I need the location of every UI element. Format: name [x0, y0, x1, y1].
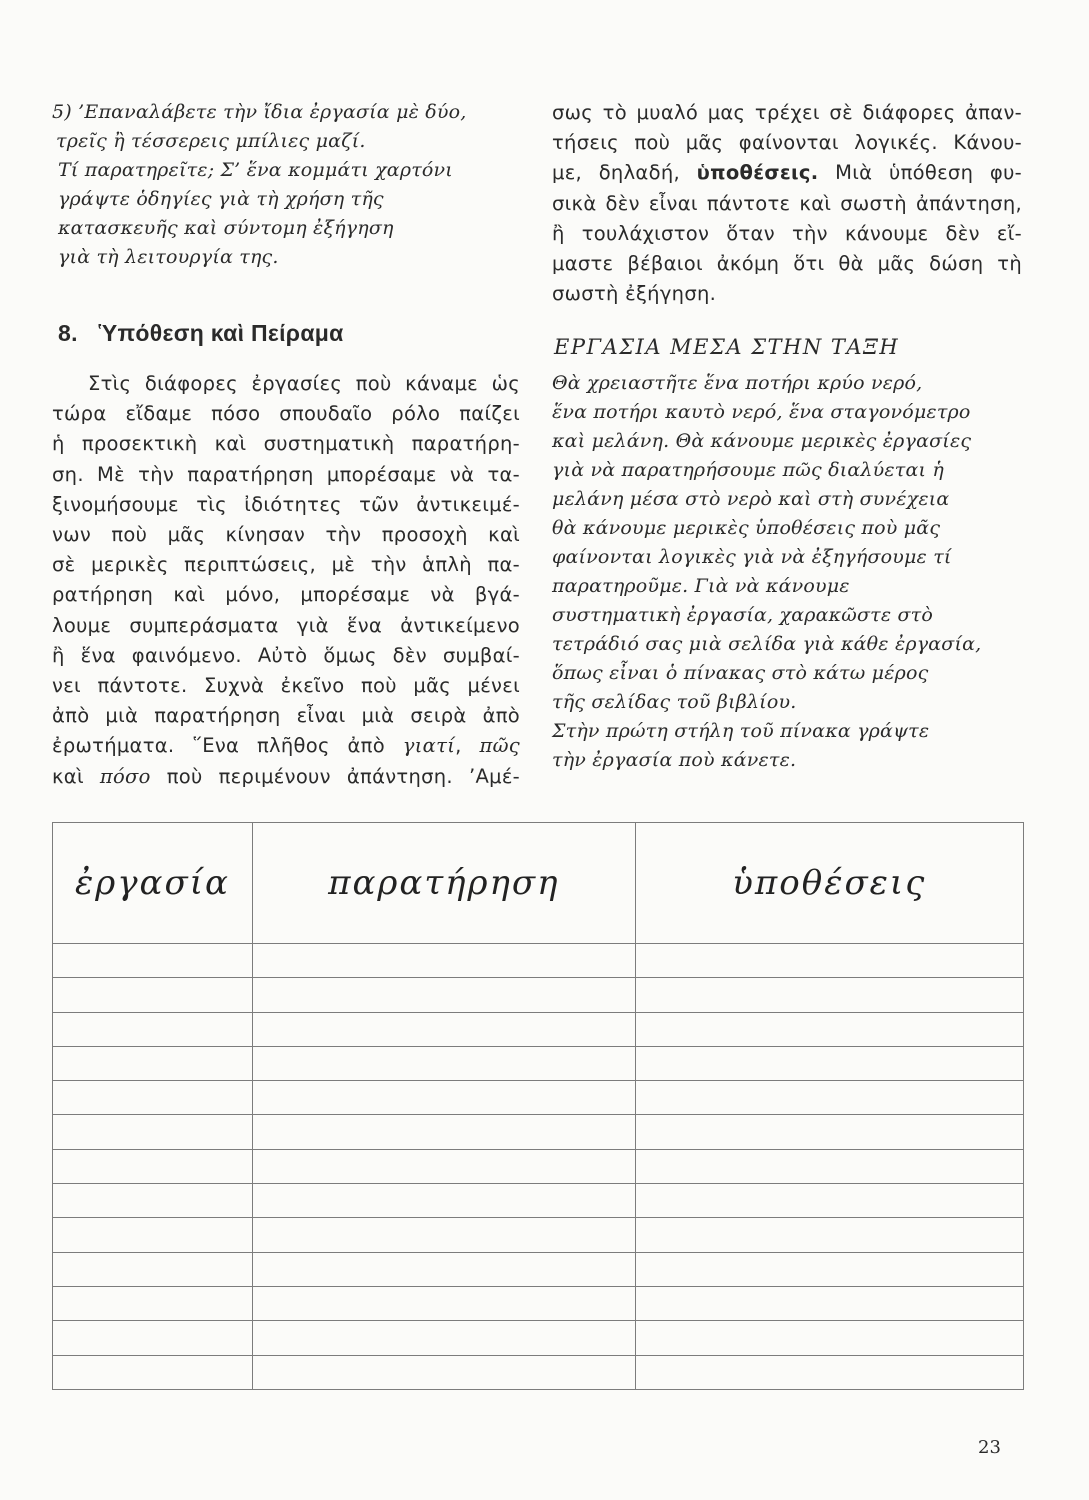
- table-cell: [635, 1081, 1023, 1115]
- table-cell: [253, 1081, 636, 1115]
- table-row: [53, 1012, 1024, 1046]
- table-cell: [53, 1321, 253, 1355]
- table-cell: [53, 1355, 253, 1389]
- table-cell: [53, 1012, 253, 1046]
- table-cell: [253, 1184, 636, 1218]
- table-cell: [635, 1252, 1023, 1286]
- table-row: [53, 1149, 1024, 1183]
- italic-word: πόσο: [99, 764, 151, 788]
- text-line: ἢ ἕνα φαινόμενο. Αὐτὸ ὅμως δὲν συμβαί-: [52, 643, 520, 667]
- text-segment: ,: [455, 734, 480, 758]
- text-line: γιὰ τὴ λειτουργία της.: [58, 246, 279, 268]
- text-line: τήσεις ποὺ μᾶς φαίνονται λογικές. Κάνου-: [552, 131, 1022, 155]
- table-cell: [53, 1149, 253, 1183]
- table-cell: [635, 1046, 1023, 1080]
- text-segment: ἐρωτήματα. ῞Ενα πλῆθος ἀπὸ: [52, 734, 403, 758]
- class-activity-text: [552, 369, 1022, 775]
- section-number: 8.: [58, 320, 78, 346]
- text-line: λουμε συμπεράσματα γιὰ ἕνα ἀντικείμενο: [52, 613, 520, 637]
- text-line: παρατηροῦμε. Γιὰ νὰ κάνουμε: [552, 575, 850, 598]
- text-line: Θὰ χρειαστῆτε ἕνα ποτήρι κρύο νερό,: [552, 372, 923, 395]
- text-line: σως τὸ μυαλό μας τρέχει σὲ διάφορες ἀπαν-: [552, 101, 1022, 124]
- table-row: [53, 978, 1024, 1012]
- table-cell: [253, 978, 636, 1012]
- table-row: [53, 1046, 1024, 1080]
- table-cell: [635, 1012, 1023, 1046]
- text-line: κατασκευῆς καὶ σύντομη ἐξήγηση: [58, 217, 394, 239]
- table-cell: [635, 944, 1023, 978]
- text-line: σωστὴ ἐξήγηση.: [552, 282, 717, 306]
- text-line: νει πάντοτε. Συχνὰ ἐκεῖνο ποὺ μᾶς μένει: [52, 674, 520, 698]
- text-line: ἡ προσεκτικὴ καὶ συστηματικὴ παρατήρη-: [52, 432, 520, 456]
- column-header-hypotheses: ὑποθέσεις: [635, 823, 1023, 944]
- observation-table: [52, 822, 1024, 1390]
- text-line: Στὴν πρώτη στήλη τοῦ πίνακα γράψτε: [552, 720, 930, 743]
- text-line: ἢ τουλάχιστον ὅταν τὴν κάνουμε δὲν εἴ-: [552, 221, 1022, 245]
- table-row: [53, 1286, 1024, 1320]
- right-column: [552, 98, 1022, 775]
- text-line: νων ποὺ μᾶς κίνησαν τὴν προσοχὴ καὶ: [52, 523, 520, 547]
- text-line: ση. Μὲ τὴν παρατήρηση μπορέσαμε νὰ τα-: [52, 462, 520, 486]
- exercise-5: [52, 98, 520, 272]
- table-cell: [635, 1184, 1023, 1218]
- table-row: [53, 1184, 1024, 1218]
- table-cell: [635, 1218, 1023, 1252]
- text-segment: καὶ: [52, 764, 100, 788]
- italic-word: πῶς: [479, 734, 520, 758]
- table-cell: [53, 978, 253, 1012]
- table-cell: [253, 944, 636, 978]
- table-cell: [635, 1115, 1023, 1149]
- text-line: ἕνα ποτήρι καυτὸ νερό, ἕνα σταγονόμετρο: [552, 401, 971, 424]
- table-cell: [253, 1355, 636, 1389]
- table-cell: [635, 1149, 1023, 1183]
- text-line: 5) ’Επαναλάβετε τὴν ἴδια ἐργασία μὲ δύο,: [52, 101, 467, 123]
- table-cell: [635, 1286, 1023, 1320]
- section-heading: [58, 320, 520, 347]
- table-row: [53, 1252, 1024, 1286]
- text-segment: με, δηλαδή,: [552, 161, 697, 185]
- table-header-row: [53, 823, 1024, 944]
- table-row: [53, 1115, 1024, 1149]
- text-line: θὰ κάνουμε μερικὲς ὑποθέσεις ποὺ μᾶς: [552, 517, 941, 540]
- text-line: ρατήρηση καὶ μόνο, μπορέσαμε νὰ βγά-: [52, 583, 520, 607]
- table-cell: [53, 1252, 253, 1286]
- column-header-observation: παρατήρηση: [253, 823, 636, 944]
- text-line: καὶ μελάνη. Θὰ κάνουμε μερικὲς ἐργασίες: [552, 430, 972, 453]
- table-cell: [53, 1046, 253, 1080]
- text-line: ἀπὸ μιὰ παρατήρηση εἶναι μιὰ σειρὰ ἀπὸ: [52, 704, 520, 728]
- table-cell: [253, 1218, 636, 1252]
- text-line: Στὶς διάφορες ἐργασίες ποὺ κάναμε ὡς: [88, 372, 520, 395]
- table-cell: [53, 1218, 253, 1252]
- text-line: φαίνονται λογικὲς γιὰ νὰ ἐξηγήσουμε τί: [552, 546, 952, 569]
- table-cell: [53, 1081, 253, 1115]
- body-paragraph-continued: [552, 98, 1022, 309]
- text-line: σὲ μερικὲς περιπτώσεις, μὲ τὴν ἁπλὴ πα-: [52, 553, 520, 577]
- text-line: τώρα εἴδαμε πόσο σπουδαῖο ρόλο παίζει: [52, 402, 520, 426]
- text-line: [52, 731, 520, 761]
- table-cell: [253, 1286, 636, 1320]
- text-line: τῆς σελίδας τοῦ βιβλίου.: [552, 691, 797, 714]
- bold-term: ὑποθέσεις.: [696, 161, 819, 185]
- text-line: Τί παρατηρεῖτε; Σ’ ἕνα κομμάτι χαρτόνι: [58, 159, 453, 181]
- table-row: [53, 1218, 1024, 1252]
- text-line: σικὰ δὲν εἶναι πάντοτε καὶ σωστὴ ἀπάντηση,: [552, 191, 1022, 215]
- text-line: μελάνη μέσα στὸ νερὸ καὶ στὴ συνέχεια: [552, 488, 950, 511]
- text-line: γράψτε ὁδηγίες γιὰ τὴ χρήση τῆς: [58, 188, 384, 210]
- table-cell: [253, 1321, 636, 1355]
- left-column: [52, 98, 520, 792]
- body-paragraph: [52, 369, 520, 792]
- table-cell: [53, 1286, 253, 1320]
- text-line: [552, 158, 1022, 188]
- table-cell: [253, 1046, 636, 1080]
- table-row: [53, 1321, 1024, 1355]
- table-cell: [253, 1149, 636, 1183]
- table-row: [53, 1081, 1024, 1115]
- table-cell: [53, 1115, 253, 1149]
- text-segment: Μιὰ ὑπόθεση φυ-: [818, 161, 1022, 185]
- text-line: γιὰ νὰ παρατηρήσουμε πῶς διαλύεται ἡ: [552, 459, 944, 482]
- text-line: ξινομήσουμε τὶς ἰδιότητες τῶν ἀντικειμέ-: [52, 492, 520, 516]
- text-line: συστηματικὴ ἐργασία, χαρακῶστε στὸ: [552, 604, 934, 627]
- table-cell: [253, 1115, 636, 1149]
- table-cell: [53, 1184, 253, 1218]
- page-number: 23: [978, 1437, 1001, 1458]
- text-line: μαστε βέβαιοι ἀκόμη ὅτι θὰ μᾶς δώση τὴ: [552, 252, 1022, 276]
- class-activity-heading: ΕΡΓΑΣΙΑ ΜΕΣΑ ΣΤΗΝ ΤΑΞΗ: [554, 335, 900, 360]
- text-line: τὴν ἐργασία ποὺ κάνετε.: [552, 749, 797, 772]
- table-row: [53, 944, 1024, 978]
- text-segment: ποὺ περιμένουν ἀπάντηση. ’Αμέ-: [150, 764, 520, 788]
- text-line: τρεῖς ἢ τέσσερεις μπίλιες μαζί.: [56, 130, 366, 152]
- text-line: τετράδιό σας μιὰ σελίδα γιὰ κάθε ἐργασία,: [552, 633, 982, 656]
- table-cell: [635, 1321, 1023, 1355]
- text-line: ὅπως εἶναι ὁ πίνακας στὸ κάτω μέρος: [552, 662, 929, 685]
- table-cell: [53, 944, 253, 978]
- section-title: Ὑπόθεση καὶ Πείραμα: [98, 320, 344, 346]
- table-cell: [635, 1355, 1023, 1389]
- text-line: [52, 762, 520, 792]
- table-cell: [253, 1012, 636, 1046]
- italic-word: γιατί: [402, 734, 456, 758]
- table-cell: [635, 978, 1023, 1012]
- table-row: [53, 1355, 1024, 1389]
- column-header-task: ἐργασία: [53, 823, 253, 944]
- table-cell: [253, 1252, 636, 1286]
